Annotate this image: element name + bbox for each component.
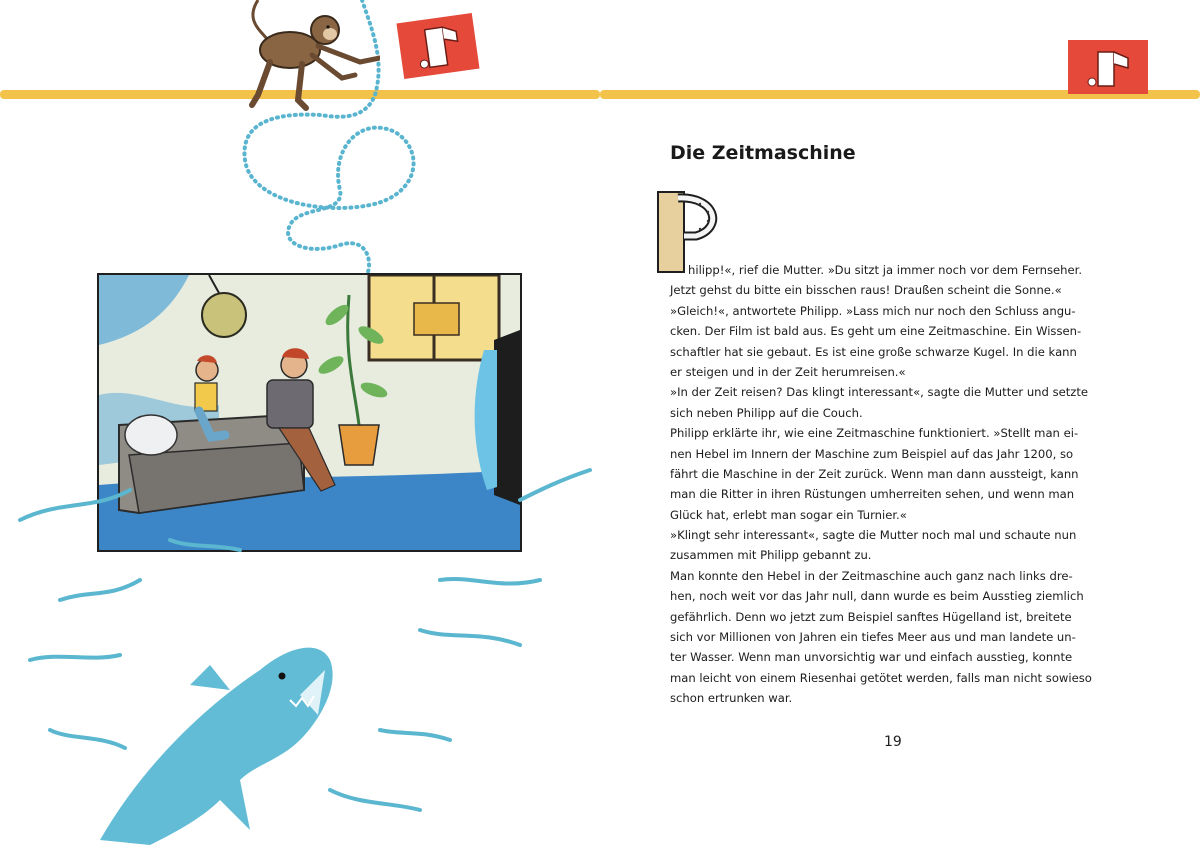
chapter-title: Die Zeitmaschine <box>670 142 856 164</box>
text-line: fährt die Maschine in der Zeit zurück. Wenn man dann aussteigt, kann <box>670 466 1079 481</box>
text-line: ter Wasser. Wenn man unvorsichtig war und einfach ausstieg, konnte <box>670 650 1073 665</box>
page-number: 19 <box>884 734 902 750</box>
text-line: Jetzt gehst du bitte ein bisschen raus! Draußen scheint die Sonne.« <box>670 283 1062 298</box>
text-line: »Gleich!«, antwortete Philipp. »Lass mich nur noch den Schluss angu- <box>670 303 1076 318</box>
text-line: Glück hat, erlebt man sogar ein Turnier.« <box>670 507 907 522</box>
text-line: hilipp!«, rief die Mutter. »Du sitzt ja immer noch vor dem Fernseher. <box>688 263 1082 277</box>
text-line: Philipp erklärte ihr, wie eine Zeitmaschine funktioniert. »Stellt man ei- <box>670 426 1079 441</box>
text-line: schaftler hat sie gebaut. Es ist eine große schwarze Kugel. In die kann <box>670 344 1077 359</box>
text-line: cken. Der Film ist bald aus. Es geht um eine Zeitmaschine. Ein Wissen- <box>670 324 1082 339</box>
monkey-illustration <box>240 0 380 115</box>
text-line: Man konnte den Hebel in der Zeitmaschine auch ganz nach links dre- <box>670 568 1073 583</box>
red-stamp-emblem-left <box>396 13 479 79</box>
text-line: er steigen und in der Zeit herumreisen.« <box>670 364 906 379</box>
text-line: nen Hebel im Innern der Maschine zum Beispiel auf das Jahr 1200, so <box>670 446 1074 461</box>
text-line: sich vor Millionen von Jahren ein tiefes Meer aus und man landete un- <box>670 630 1076 645</box>
text-line: »In der Zeit reisen? Das klingt interessant«, sagte die Mutter und setzte <box>670 385 1089 400</box>
text-line: hen, noch weit vor das Jahr null, dann wurde es beim Ausstieg ziemlich <box>670 589 1084 604</box>
red-stamp-emblem-right <box>1068 40 1148 94</box>
text-line: man die Ritter in ihren Rüstungen umherreiten sehen, und wenn man <box>670 487 1075 502</box>
story-text <box>670 260 1170 709</box>
text-line: »Klingt sehr interessant«, sagte die Mutter noch mal und schaute nun <box>670 528 1077 543</box>
text-line: man leicht von einem Riesenhai getötet werden, falls man nicht sowieso <box>670 670 1092 685</box>
text-line: gefährlich. Denn wo jetzt zum Beispiel sanftes Hügelland ist, breitete <box>670 609 1072 624</box>
text-line: sich neben Philipp auf die Couch. <box>670 405 863 420</box>
text-line: zusammen mit Philipp gebannt zu. <box>670 548 872 563</box>
shark-sea-illustration <box>0 430 600 845</box>
text-line: schon ertrunken war. <box>670 691 793 706</box>
